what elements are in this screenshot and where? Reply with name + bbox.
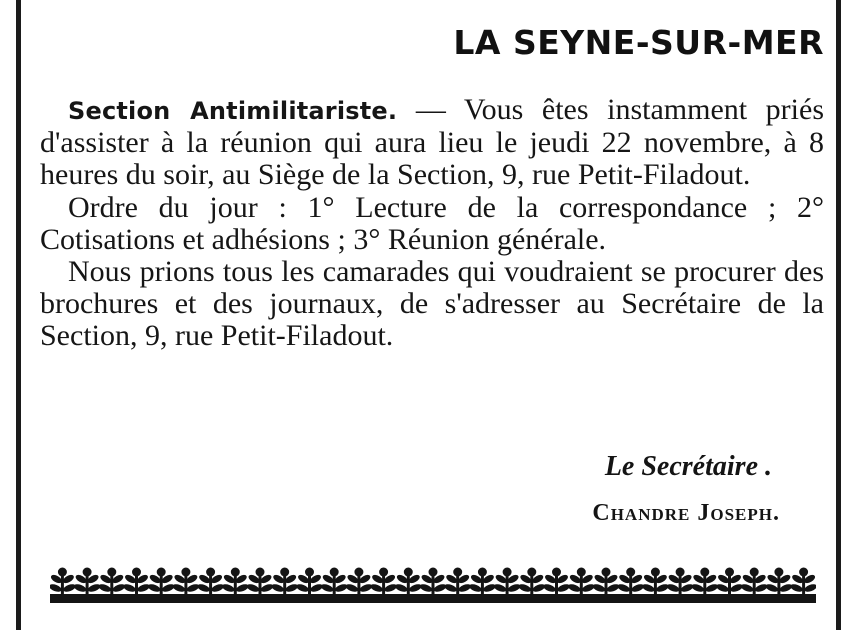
fleuron-motif [172,568,200,597]
fleuron-motif [542,568,570,597]
fleuron-motif [468,568,496,597]
fleuron-motif [196,568,224,597]
fleuron-motif [295,568,323,597]
fleuron-motif [567,568,595,597]
fleuron-motif [592,568,620,597]
fleuron-motif [616,568,644,597]
fleuron-motif [246,568,274,597]
article-paragraph-1 [40,94,824,192]
fleuron-motif [122,568,150,597]
fleuron-motif [715,568,743,597]
left-column-rule [16,0,21,630]
right-column-rule [836,0,841,630]
article-paragraph-3: Nous prions tous les camarades qui voudraient se procurer des brochures et des journaux, de s'adresser au Secrétaire de la Section, 9, rue Petit-Filadout. [40,255,824,353]
fleuron-motif [641,568,669,597]
article [40,22,824,526]
fleuron-motif [147,568,175,597]
fleuron-motif [345,568,373,597]
article-heading: LA SEYNE-SUR-MER [453,23,824,62]
fleuron-motif [691,568,719,597]
fleuron-motif [740,568,768,597]
fleuron-motif [394,568,422,597]
fleuron-motif [518,568,546,597]
fleuron-motif [443,568,471,597]
fleuron-motif [493,568,521,597]
fleuron-motif [419,568,447,597]
article-paragraph-2: Ordre du jour : 1° Lecture de la correspondance ; 2° Cotisations et adhésions ; 3° Réunion générale. [40,190,824,256]
signature-title: Le Secrétaire . [604,451,772,482]
fleuron-motif [765,568,793,597]
fleuron-motif [50,568,77,597]
article-body [40,94,824,353]
fleuron-motif [73,568,101,597]
paragraph-1-text: — Vous êtes instamment priés d'assister à la réunion qui aura lieu le jeudi 22 novembre, à 8 heures du soir, au Siège de la Section, 9, rue Petit-Filadout. [40,93,824,192]
signature-block [40,450,780,528]
fleuron-motif [666,568,694,597]
section-title: Section Antimilitariste. [68,97,398,125]
fleuron-border-icon [50,564,816,610]
fleuron-motif [98,568,126,597]
signature-name: Chandre Joseph. [592,500,780,526]
fleuron-motif [320,568,348,597]
fleuron-motif [221,568,249,597]
fleuron-motif [369,568,397,597]
fleuron-motif [789,568,816,597]
fleuron-motif [270,568,298,597]
